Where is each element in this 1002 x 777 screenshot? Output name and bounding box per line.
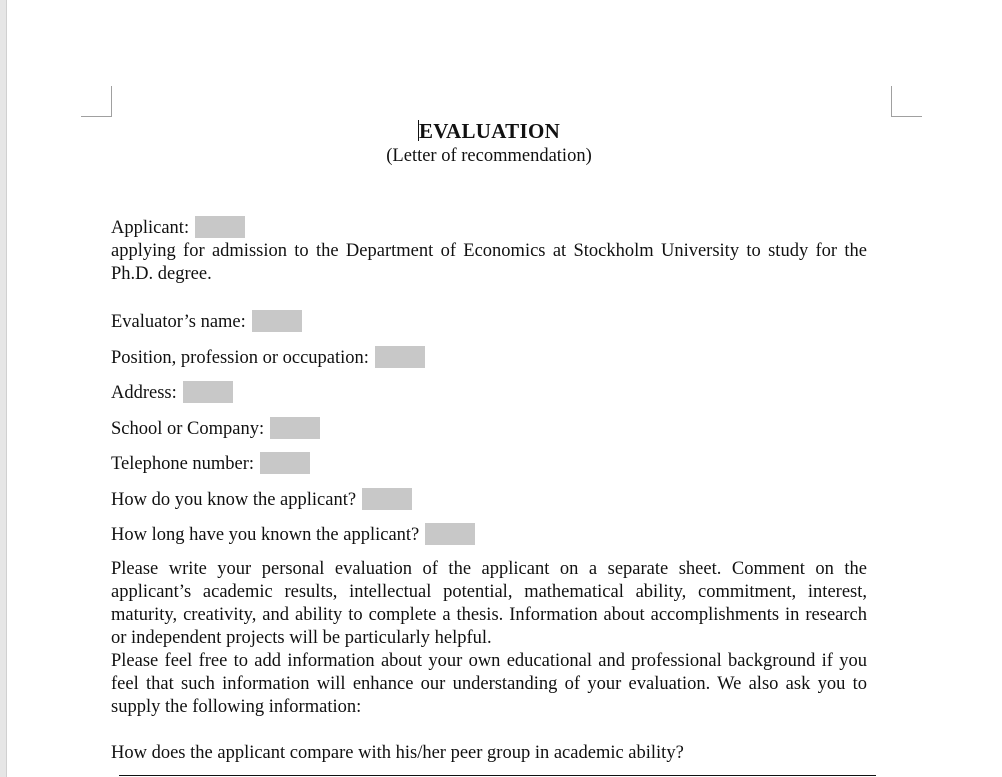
field-label: Telephone number:: [111, 454, 255, 474]
document-body[interactable]: [111, 118, 867, 765]
evaluator-name-form-field[interactable]: [252, 310, 302, 332]
field-label: Position, profession or occupation:: [111, 348, 369, 368]
margin-corner-top-left: [81, 86, 112, 117]
field-school-company: [111, 417, 867, 441]
document-subtitle: (Letter of recommendation): [386, 146, 592, 166]
background-paragraph: Please feel free to add information about your own educational and professional background if you feel that such information will enhance our understanding of your evaluation. We also ask you to supply the following information:: [111, 651, 867, 717]
field-label: Evaluator’s name:: [111, 312, 246, 332]
answer-line: [119, 775, 876, 776]
window-left-border: [0, 0, 7, 777]
field-how-long: [111, 523, 867, 547]
margin-corner-top-right: [891, 86, 922, 117]
field-how-know: [111, 488, 867, 512]
address-form-field[interactable]: [183, 381, 233, 403]
evaluation-paragraph: Please write your personal evaluation of the applicant on a separate sheet. Comment on the applicant’s academic results, intellectual potential, mathematical ability, commitment, interest, maturity, creativity, and ability to complete a thesis. Information about accomplishments in research or independent projects will be particularly helpful.: [111, 559, 867, 648]
field-address: [111, 381, 867, 405]
title-text: EVALUATION: [418, 119, 561, 143]
field-label: How long have you known the applicant?: [111, 525, 420, 545]
document-page[interactable]: [7, 0, 1002, 777]
applicant-label: Applicant:: [111, 218, 190, 238]
school-company-form-field[interactable]: [270, 417, 320, 439]
position-form-field[interactable]: [375, 346, 425, 368]
applicant-form-field[interactable]: [195, 216, 245, 238]
applicant-line: [111, 216, 867, 240]
how-know-form-field[interactable]: [362, 488, 412, 510]
field-label: How do you know the applicant?: [111, 490, 357, 510]
field-telephone: [111, 452, 867, 476]
document-title[interactable]: [111, 118, 867, 144]
peer-comparison-question: How does the applicant compare with his/her peer group in academic ability?: [111, 743, 684, 763]
field-label: Address:: [111, 383, 177, 403]
telephone-form-field[interactable]: [260, 452, 310, 474]
how-long-form-field[interactable]: [425, 523, 475, 545]
field-evaluator-name: [111, 310, 867, 334]
field-position: [111, 346, 867, 370]
field-label: School or Company:: [111, 419, 265, 439]
intro-text: applying for admission to the Department of Economics at Stockholm University to study for the Ph.D. degree.: [111, 241, 867, 284]
